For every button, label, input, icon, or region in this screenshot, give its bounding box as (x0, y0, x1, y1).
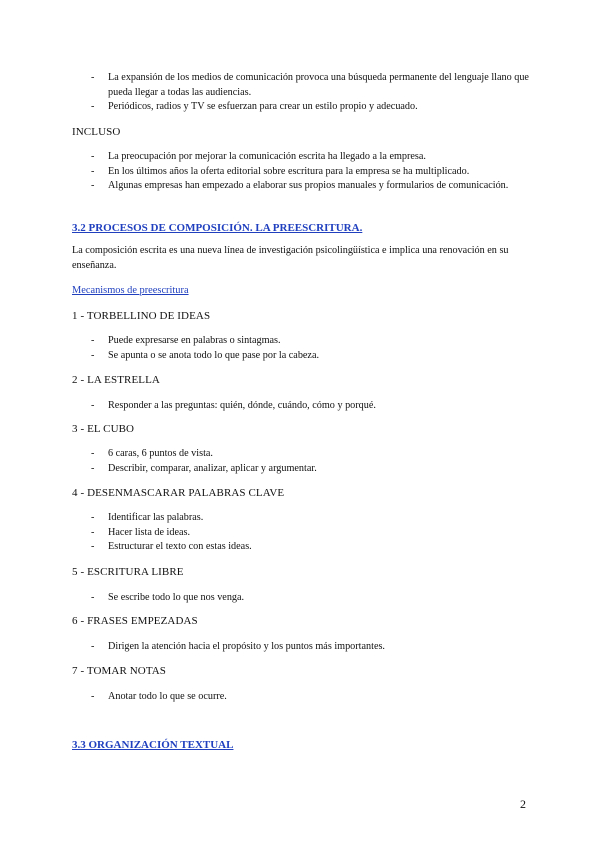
list-item: - Algunas empresas han empezado a elaborar sus propios manuales y formularios de comunicación. (91, 180, 509, 191)
list-item: - Puede expresarse en palabras o sintagmas. (91, 335, 281, 346)
mechanism-list (72, 447, 532, 476)
list-item: - 6 caras, 6 puntos de vista. (91, 448, 213, 459)
list-item: - Hacer lista de ideas. (91, 526, 191, 538)
list-item: - Se apunta o se anota todo lo que pase por la cabeza. (91, 349, 320, 361)
mechanism-list (72, 690, 532, 705)
mechanism-list (72, 399, 532, 414)
list-item: - Estructurar el texto con estas ideas. (91, 541, 252, 552)
mechanism-6 (72, 614, 532, 655)
section-3-3 (72, 738, 532, 752)
intro-list (72, 71, 532, 115)
section-3-2-body (72, 243, 532, 273)
page-number: 2 (520, 797, 526, 811)
list-item: - Describir, comparar, analizar, aplicar y argumentar. (91, 462, 317, 474)
list-item: - Dirigen la atención hacia el propósito y los puntos más importantes. (91, 641, 385, 652)
incluso-block (72, 125, 532, 194)
section-3-2-title: 3.2 PROCESOS DE COMPOSICIÓN. LA PREESCRITURA. (72, 222, 363, 234)
list-item: - Identificar las palabras. (91, 512, 204, 523)
list-item: - Anotar todo lo que se ocurre. (91, 691, 227, 702)
list-item: - La preocupación por mejorar la comunicación escrita ha llegado a la empresa. (91, 151, 426, 162)
mechanism-heading: 7 - TOMAR NOTAS (72, 665, 167, 677)
section-3-2 (72, 221, 532, 235)
mechanism-4 (72, 486, 532, 555)
list-item: - Responder a las preguntas: quién, dónde, cuándo, cómo y porqué. (91, 400, 376, 411)
preescritura-link-block (72, 284, 532, 298)
mechanism-3 (72, 422, 532, 476)
list-item: - Periódicos, radios y TV se esfuerzan para crear un estilo propio y adecuado. (91, 101, 418, 112)
mechanism-heading: 6 - FRASES EMPEZADAS (72, 615, 198, 627)
mechanism-heading: 4 - DESENMASCARAR PALABRAS CLAVE (72, 487, 285, 499)
incluso-label: INCLUSO (72, 126, 121, 138)
intro-list-block (72, 71, 532, 115)
incluso-list (72, 150, 532, 194)
list-item: - Se escribe todo lo que nos venga. (91, 592, 245, 603)
mechanism-heading: 1 - TORBELLINO DE IDEAS (72, 310, 211, 322)
list-item: - En los últimos años la oferta editorial sobre escritura para la empresa se ha multiplicado. (91, 165, 470, 177)
mechanism-heading: 3 - EL CUBO (72, 423, 135, 435)
section-3-2-paragraph: La composición escrita es una nueva línea de investigación psicolingüística e implica una renovación en su enseñanza. (72, 245, 509, 271)
mechanism-list (72, 640, 532, 655)
mechanism-heading: 5 - ESCRITURA LIBRE (72, 566, 184, 578)
mechanism-heading: 2 - LA ESTRELLA (72, 374, 160, 386)
section-3-3-title: 3.3 ORGANIZACIÓN TEXTUAL (72, 739, 234, 751)
mechanism-5 (72, 565, 532, 606)
mecanismos-link[interactable]: Mecanismos de preescritura (72, 285, 189, 296)
mechanism-list (72, 334, 532, 363)
mechanism-list (72, 511, 532, 555)
list-item: - La expansión de los medios de comunicación provoca una búsqueda permanente del lenguaje llano que pueda llegar a todas las audiencias. (91, 72, 529, 98)
mechanism-list (72, 591, 532, 606)
mechanism-7 (72, 664, 532, 705)
mechanism-1 (72, 309, 532, 363)
mechanism-2 (72, 373, 532, 414)
